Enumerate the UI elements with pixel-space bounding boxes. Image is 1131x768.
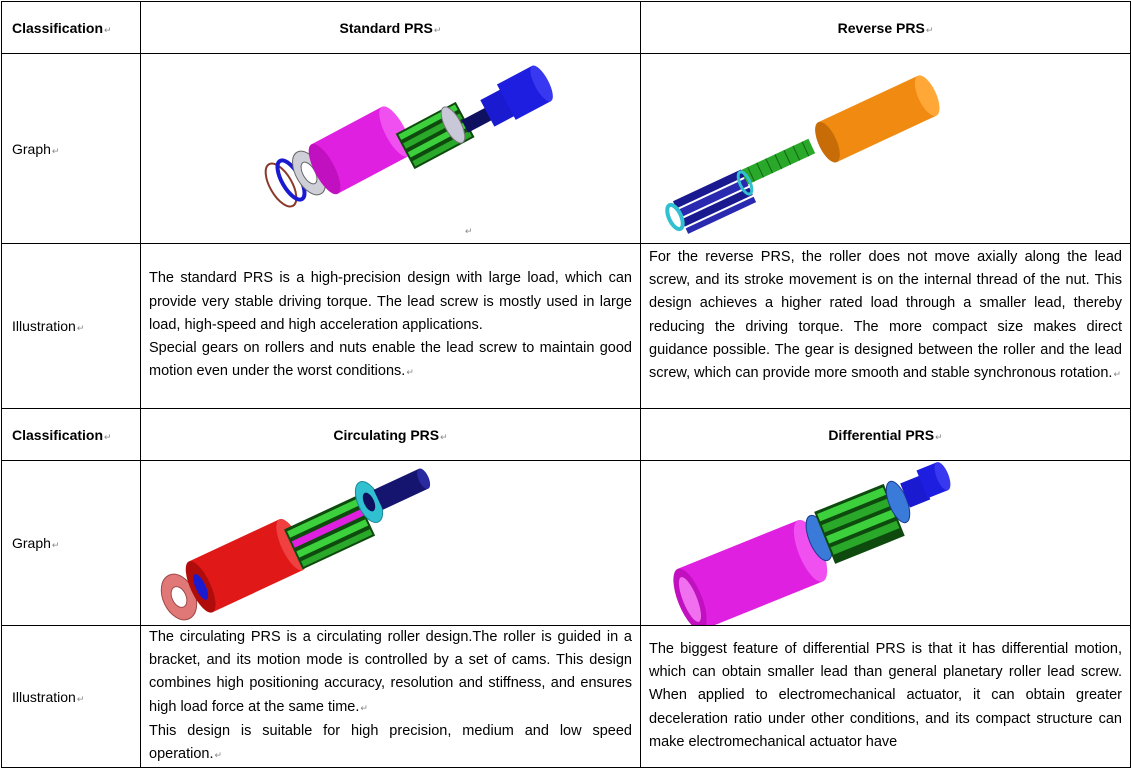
heading-circulating-prs: Circulating PRS↵ <box>141 409 641 461</box>
differential-prs-image <box>641 462 1131 625</box>
row-label-classification: Classification↵ <box>2 2 141 54</box>
reverse-prs-description: For the reverse PRS, the roller does not move axially along the lead screw, and its stroke movement is on the internal thread of the nut. This design achieves a higher rated load through a smaller lead, thereby reducing the driving torque. The more compact size makes direct guidance possible. The gear is designed between the roller and the lead screw, which can provide more smooth and stable synchronous rotation.↵ <box>641 244 1131 409</box>
row-label-graph: Graph↵ <box>2 461 141 626</box>
heading-differential-prs: Differential PRS↵ <box>641 409 1131 461</box>
standard-prs-description: The standard PRS is a high-precision design with large load, which can provide very stable driving torque. The lead screw is mostly used in large load, high-speed and high acceleration applications. Special gears on rollers and nuts enable the lead screw to maintain good motion even under the worst conditions.↵ <box>141 244 641 409</box>
heading-standard-prs: Standard PRS↵ <box>141 2 641 54</box>
standard-prs-image <box>141 55 641 243</box>
row-label-illustration: Illustration↵ <box>2 244 141 409</box>
circulating-prs-image <box>141 462 641 625</box>
row-label-classification: Classification↵ <box>2 409 141 461</box>
heading-reverse-prs: Reverse PRS↵ <box>641 2 1131 54</box>
table-row <box>2 54 1131 244</box>
row-label-graph: Graph↵ <box>2 54 141 244</box>
table-row <box>2 244 1131 409</box>
circulating-prs-graph-cell <box>141 461 641 626</box>
table-row <box>2 409 1131 461</box>
differential-prs-graph-cell <box>641 461 1131 626</box>
reverse-prs-image <box>641 55 1131 243</box>
reverse-prs-graph-cell <box>641 54 1131 244</box>
differential-prs-description: The biggest feature of differential PRS is that it has differential motion, which can obtain smaller lead than general planetary roller lead screw. When applied to electromechanical actuator, it can obtain greater deceleration ratio under other conditions, and its compact structure can make electromechanical actuator have <box>641 626 1131 768</box>
table-row <box>2 461 1131 626</box>
prs-classification-table <box>1 1 1131 768</box>
table-row <box>2 626 1131 768</box>
circulating-prs-description: The circulating PRS is a circulating roller design.The roller is guided in a bracket, and its motion mode is controlled by a set of cams. This design combines high positioning accuracy, resolution and stiffness, and ensures high load force at the same time.↵ This design is suitable for high precision, medium and low speed operation.↵ <box>141 626 641 768</box>
row-label-illustration: Illustration↵ <box>2 626 141 768</box>
standard-prs-graph-cell: ↵ <box>141 54 641 244</box>
table-row <box>2 2 1131 54</box>
